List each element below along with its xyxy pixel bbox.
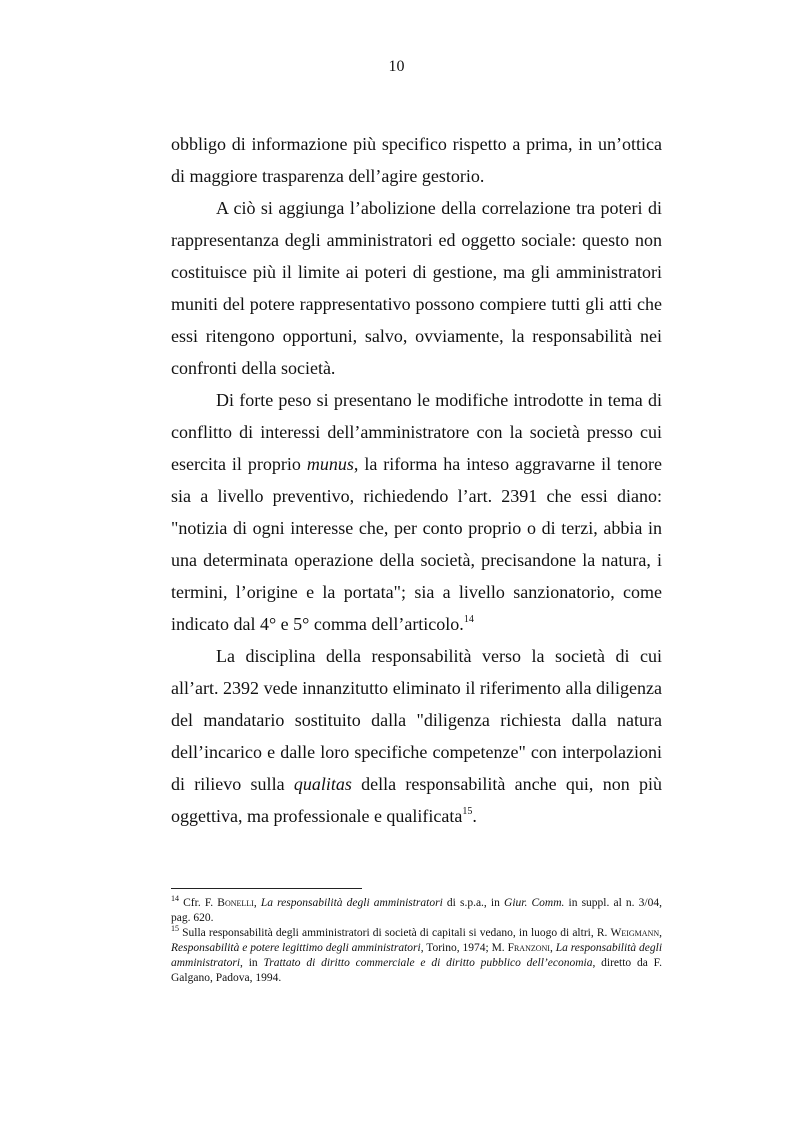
footnote-title: Responsabilità e potere legittimo degli amministratori <box>171 942 421 954</box>
footnote-text: , <box>659 927 663 939</box>
footnote-15 <box>171 926 662 986</box>
paragraph-3 <box>171 384 662 640</box>
footnote-ref-15[interactable]: 15 <box>462 806 473 817</box>
paragraph-3-italic-term: munus <box>306 454 354 474</box>
paragraph-4-text-after: della responsabilità anche qui, non più oggettiva, ma professionale e qualificata <box>171 774 662 826</box>
paragraph-3-text-before: Di forte peso si presentano le modifiche introdotte in tema di conflitto di interessi dell’amministratore con la società presso cui esercita il proprio <box>171 390 662 474</box>
footnote-text: , <box>549 942 556 954</box>
paragraph-4-end: . <box>472 806 477 826</box>
footnote-text: Sulla responsabilità degli amministratori di società di capitali si vedano, in luogo di altri, R. <box>182 927 611 939</box>
footnote-number: 14 <box>171 894 179 903</box>
paragraph-2: A ciò si aggiunga l’abolizione della correlazione tra poteri di rappresentanza degli amministratori ed oggetto sociale: questo non costituisce più il limite ai poteri di gestione, ma gli amministratori muniti del potere rappresentativo possono compiere tutti gli atti che essi ritengono opportuni, salvo, ovviamente, la responsabilità nei confronti della società. <box>171 198 662 378</box>
footnote-author: Bonelli <box>217 897 254 909</box>
footnote-text: in suppl. al n. 3/04, pag. 620. <box>171 897 662 924</box>
footnote-text: , in <box>240 957 264 969</box>
footnote-author: Franzoni <box>507 942 550 954</box>
paragraph-4 <box>171 640 662 832</box>
paragraph-4-text-before: La disciplina della responsabilità verso la società di cui all’art. 2392 vede innanzitutto eliminato il riferimento alla diligenza del mandatario sostituito dalla "diligenza richiesta dalla natura dell’incarico e dalle loro specifiche competenze" con interpolazioni di rilievo sulla <box>171 646 662 794</box>
footnote-title: Trattato di diritto commerciale e di diritto pubblico dell’economia <box>263 957 593 969</box>
footnote-text: , <box>253 897 261 909</box>
footnote-number: 15 <box>171 924 179 933</box>
footnote-14 <box>171 896 662 926</box>
footnote-text: , diretto da F. Galgano, Padova, 1994. <box>171 957 662 984</box>
footnote-text: di s.p.a., in <box>442 897 505 909</box>
footnote-title: La responsabilità degli amministratori <box>260 897 443 909</box>
footnote-text: Cfr. F. <box>183 897 218 909</box>
footnote-ref-14[interactable]: 14 <box>463 614 474 625</box>
paragraph-4-italic-term: qualitas <box>293 774 352 794</box>
footnote-title: La responsabilità degli amministratori <box>171 942 663 969</box>
footnote-separator <box>171 888 362 889</box>
footnotes <box>171 896 662 986</box>
paragraph-1: obbligo di informazione più specifico rispetto a prima, in un’ottica di maggiore trasparenza dell’agire gestorio. <box>171 134 662 186</box>
footnote-text: , Torino, 1974; M. <box>420 942 508 954</box>
footnote-journal: Giur. Comm. <box>504 897 565 909</box>
body-text <box>171 128 662 832</box>
paragraph-3-text-after: , la riforma ha inteso aggravarne il tenore sia a livello preventivo, richiedendo l’art. 2391 che essi diano: "notizia di ogni interesse che, per conto proprio o di terzi, abbia in una determinata operazione della società, precisandone la natura, i termini, l’origine e la portata"; sia a livello sanzionatorio, come indicato dal 4° e 5° comma dell’articolo. <box>171 454 663 634</box>
page-number: 10 <box>388 58 405 75</box>
footnote-author: Weigmann <box>610 927 660 939</box>
